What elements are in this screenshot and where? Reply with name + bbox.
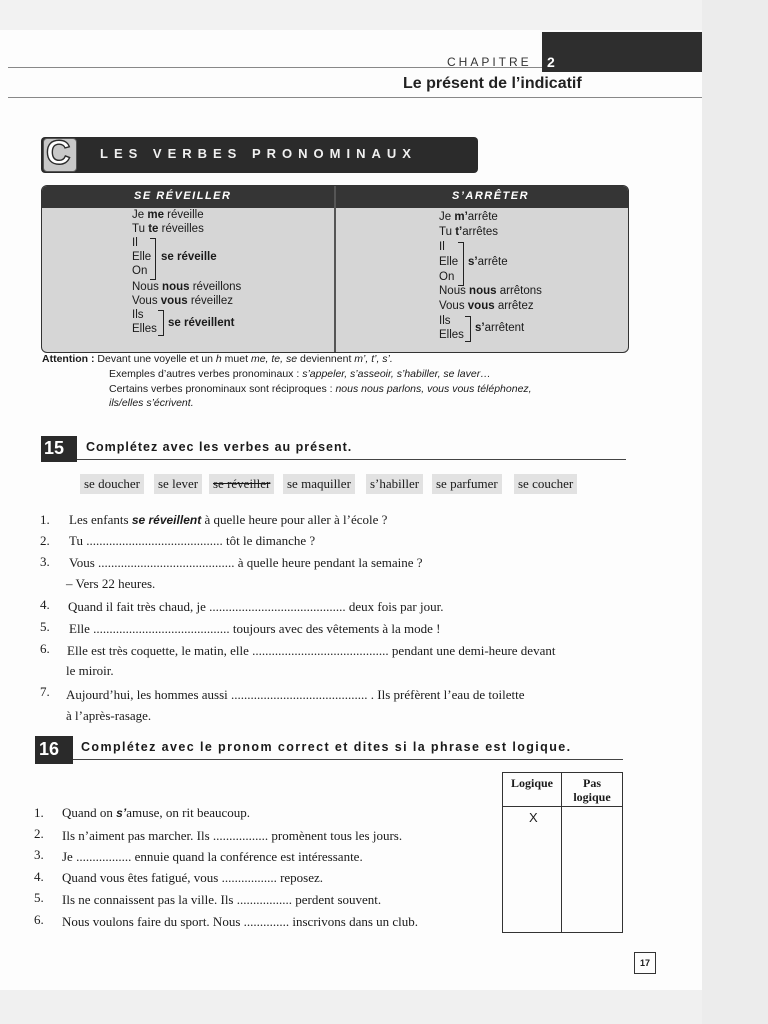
ex15-item-text: Quand il fait très chaud, je .......................................... deux fois par jour.	[68, 599, 444, 614]
ex16-item-text: Quand vous êtes fatigué, vous ................. reposez.	[62, 870, 324, 885]
word-bank-item: se coucher	[514, 474, 577, 494]
ex15-item-number: 5.	[40, 619, 50, 634]
note-examples: Exemples d’autres verbes pronominaux : s’appeler, s’asseoir, s’habiller, se laver…	[109, 368, 491, 380]
chapter-box	[542, 32, 702, 72]
chapter-number: 2	[547, 54, 555, 70]
scan-bottom-strip	[0, 990, 702, 1024]
ex15-item-text: Elle .......................................... toujours avec des vêtements à la mode !	[69, 621, 441, 636]
conj-left-ils: Ils	[132, 309, 144, 321]
exercise-15-number: 15	[44, 438, 65, 458]
ex15-item-number: 1.	[40, 512, 50, 527]
ex15-item-number: 7.	[40, 684, 50, 699]
chapter-title: Le présent de l’indicatif	[403, 75, 582, 92]
ex15-item-text: Aujourd’hui, les hommes aussi .......................................... . Ils préfèrent l’eau de toilette	[66, 687, 525, 702]
page-number: 17	[634, 952, 656, 974]
conj-right-vous: Vous vous arrêtez	[439, 300, 534, 312]
ex16-item-number: 4.	[34, 869, 44, 884]
ex16-item-number: 1.	[34, 805, 44, 820]
bracket-left-plural	[158, 310, 164, 336]
word-bank-item: se lever	[154, 474, 202, 494]
logic-col-header: Logique	[510, 776, 553, 790]
logic-check-mark: X	[529, 810, 538, 825]
conj-right-je: Je m’arrête	[439, 211, 498, 223]
ex15-item-number: 6.	[40, 641, 50, 656]
conj-left-tu: Tu te réveilles	[132, 223, 204, 235]
word-bank-item-used: se réveiller	[209, 474, 274, 494]
conj-right-sing3: s’arrête	[468, 256, 508, 268]
conj-left-il: Il	[132, 237, 138, 249]
ex16-item-text: Je ................. ennuie quand la conférence est intéressante.	[62, 849, 363, 864]
ex15-item-number: 4.	[40, 597, 50, 612]
conj-right-elle: Elle	[439, 256, 459, 268]
note-reciprocal: Certains verbes pronominaux sont réciproques : nous nous parlons, vous vous téléphonez,	[109, 383, 532, 395]
section-letter: C	[46, 134, 71, 172]
conj-right-ils: Ils	[439, 315, 451, 327]
conjugation-divider	[334, 186, 336, 352]
conj-right-nous: Nous nous arrêtons	[439, 285, 542, 297]
conjugation-left-title: SE RÉVEILLER	[134, 190, 232, 202]
word-bank-item: se parfumer	[432, 474, 502, 494]
conjugation-table	[41, 185, 629, 353]
scan-margin	[702, 0, 768, 1024]
conj-right-il: Il	[439, 241, 445, 253]
ex16-item-number: 5.	[34, 890, 44, 905]
exercise-15-rule	[77, 459, 626, 460]
ex16-item-text: Ils ne connaissent pas la ville. Ils ................. perdent souvent.	[62, 892, 382, 907]
word-bank-item: se maquiller	[283, 474, 355, 494]
word-bank-item: se doucher	[80, 474, 144, 494]
word-bank-item: s’habiller	[366, 474, 423, 494]
ex15-item-text: Tu .......................................... tôt le dimanche ?	[69, 533, 316, 548]
ex15-item-number: 2.	[40, 533, 50, 548]
conjugation-right-title: S’ARRÊTER	[452, 190, 530, 202]
ex15-item-text-cont: – Vers 22 heures.	[66, 576, 156, 591]
ex16-item-number: 3.	[34, 847, 44, 862]
conj-right-elles: Elles	[439, 329, 464, 341]
not-logic-col-header-2: logique	[573, 790, 611, 804]
note-reciprocal-cont: ils/elles s’écrivent.	[109, 397, 194, 409]
conj-left-on: On	[132, 265, 148, 277]
chapter-label: CHAPITRE	[447, 55, 532, 69]
ex16-item-text: Nous voulons faire du sport. Nous .............. inscrivons dans un club.	[62, 914, 419, 929]
conj-right-on: On	[439, 271, 455, 283]
not-logic-col-header-1: Pas	[583, 776, 601, 790]
conj-left-elle: Elle	[132, 251, 152, 263]
scan-top-strip	[0, 0, 702, 30]
header-rule-bottom	[8, 97, 702, 98]
ex16-item-text: Ils n’aiment pas marcher. Ils ................. promènent tous les jours.	[62, 828, 403, 843]
conj-left-nous: Nous nous réveillons	[132, 281, 242, 293]
exercise-15-title: Complétez avec les verbes au présent.	[86, 440, 353, 454]
conj-right-plur3: s’arrêtent	[475, 322, 525, 334]
logic-grid-header-rule	[503, 806, 622, 807]
exercise-16-title: Complétez avec le pronom correct et dites si la phrase est logique.	[81, 740, 572, 754]
exercise-16-rule	[73, 759, 623, 760]
ex16-item-number: 2.	[34, 826, 44, 841]
conj-left-vous: Vous vous réveillez	[132, 295, 234, 307]
ex15-item-text: Les enfants se réveillent à quelle heure pour aller à l’école ?	[69, 512, 388, 527]
bracket-right-plural	[465, 316, 471, 342]
ex15-item-text: Vous .......................................... à quelle heure pendant la semaine ?	[69, 555, 423, 570]
conj-right-tu: Tu t’arrêtes	[439, 226, 499, 238]
ex15-item-number: 3.	[40, 554, 50, 569]
ex15-item-text-cont: le miroir.	[66, 663, 114, 678]
ex15-item-text-cont: à l’après-rasage.	[66, 708, 152, 723]
note-attention: Attention : Devant une voyelle et un h muet me, te, se deviennent m’, t’, s’.	[42, 353, 393, 365]
conj-left-sing3: se réveille	[161, 251, 217, 263]
section-title: LES VERBES PRONOMINAUX	[100, 146, 417, 161]
bracket-left-singular	[150, 238, 156, 280]
ex16-item-number: 6.	[34, 912, 44, 927]
conj-left-elles: Elles	[132, 323, 157, 335]
conj-left-je: Je me réveille	[132, 209, 204, 221]
ex16-item-text: Quand on s’amuse, on rit beaucoup.	[62, 805, 251, 820]
exercise-16-number: 16	[39, 739, 60, 759]
ex15-item-text: Elle est très coquette, le matin, elle .......................................... pendant une demi-heure devant	[67, 643, 556, 658]
logic-grid	[502, 772, 623, 933]
bracket-right-singular	[458, 242, 464, 286]
conj-left-plur3: se réveillent	[168, 317, 235, 329]
